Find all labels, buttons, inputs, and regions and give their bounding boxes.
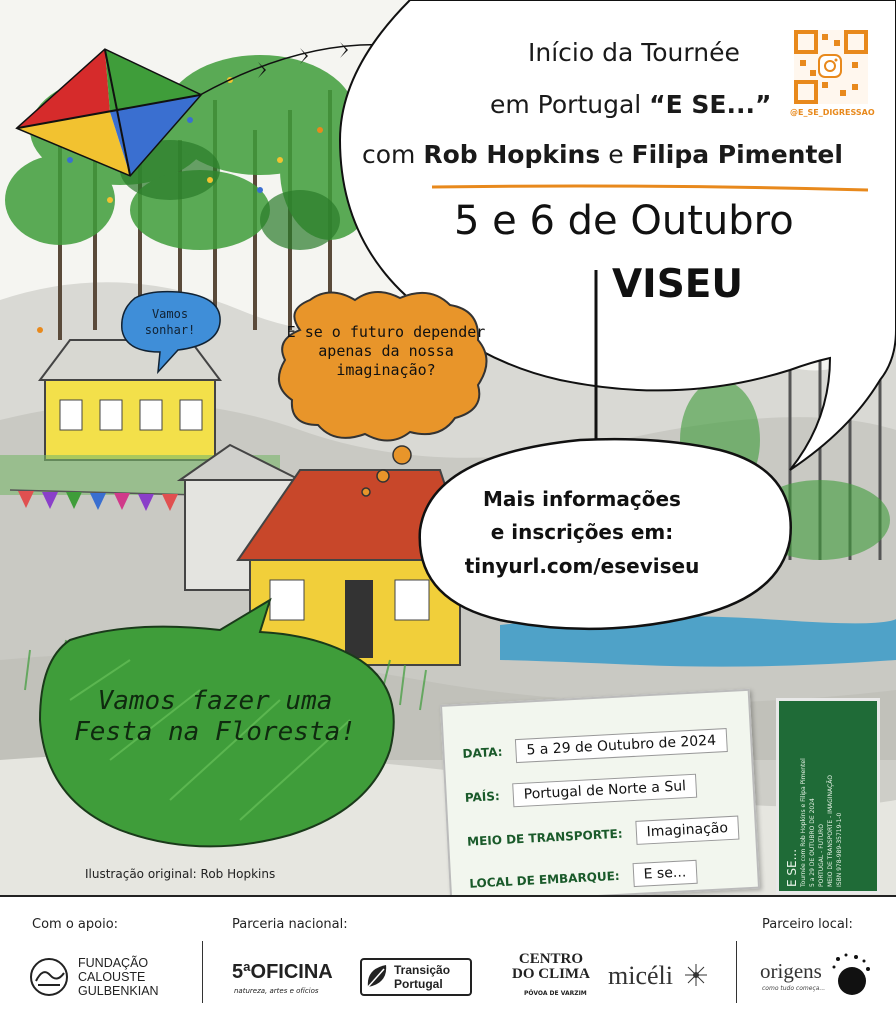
qr-code: [794, 30, 868, 104]
footer-divider: [736, 941, 737, 1003]
ticket-value: Portugal de Norte a Sul: [512, 774, 697, 808]
headline-line-2: [490, 90, 771, 119]
ticket-label: MEIO DE TRANSPORTE:: [466, 826, 623, 849]
dandelion-icon: [828, 951, 872, 999]
ticket-label: DATA:: [462, 744, 503, 761]
tour-title: “E SE...”: [649, 90, 772, 119]
speaker-2: Filipa Pimentel: [631, 140, 843, 169]
origens-logo: origens: [760, 959, 822, 983]
stub-line: MEIO DE TRANSPORTE - IMAGINAÇÃO: [827, 775, 834, 887]
footer-divider: [202, 941, 203, 1003]
stub-title: E SE...: [785, 848, 799, 887]
ticket-row-transport: [467, 816, 740, 854]
ticket-value: 5 a 29 de Outubro de 2024: [515, 728, 728, 763]
transicao-portugal-logo: [360, 958, 472, 996]
national-partner-label: Parceria nacional:: [232, 917, 348, 932]
headline-line-1: Início da Tournée: [528, 38, 740, 67]
event-city: VISEU: [612, 262, 744, 307]
stub-isbn: ISBN 978-989-35719-1-0: [836, 812, 843, 887]
centro-do-clima-sub: PÓVOA DE VARZIM: [524, 990, 587, 997]
support-label: Com o apoio:: [32, 917, 119, 932]
ticket-stub: [776, 698, 880, 894]
ticket-row-date: [462, 728, 728, 766]
headline-line-3-prefix: com: [362, 140, 424, 169]
stub-subtitle: Tournée com Rob Hopkins e Filipa Pimentel: [800, 758, 807, 887]
illustration-credit: Ilustração original: Rob Hopkins: [85, 867, 276, 881]
ticket-value: E se...: [632, 860, 698, 887]
stub-line: 5 a 29 DE OUTUBRO DE 2024: [809, 798, 816, 887]
info-line-1: Mais informações: [483, 487, 681, 511]
miceli-logo: micéli: [608, 961, 673, 990]
gulbenkian-line: CALOUSTE: [78, 970, 146, 984]
quinta-oficina-logo: 5ªOFICINA: [232, 961, 333, 983]
gulbenkian-logo: [78, 956, 159, 998]
headline-line-2-prefix: em Portugal: [490, 90, 650, 119]
ticket-label: LOCAL DE EMBARQUE:: [469, 868, 620, 891]
headline-line-3: [362, 140, 843, 169]
ticket-row-boarding: [469, 860, 698, 895]
transicao-line: Portugal: [394, 977, 443, 991]
event-dates: 5 e 6 de Outubro: [454, 198, 794, 244]
info-line-2: e inscrições em:: [490, 520, 674, 544]
gulbenkian-logo-icon: [28, 957, 70, 997]
mycelium-icon: [684, 963, 708, 987]
speaker-1: Rob Hopkins: [423, 140, 601, 169]
partners-footer: [0, 895, 896, 1024]
registration-link[interactable]: tinyurl.com/eseviseu: [464, 554, 700, 578]
origens-tagline: como tudo começa...: [762, 985, 826, 992]
dream-bubble-text: Vamos sonhar!: [144, 307, 196, 337]
gulbenkian-line: FUNDAÇÃO: [78, 956, 149, 970]
ticket-label: PAÍS:: [464, 789, 501, 805]
stub-line: PORTUGAL - FUTURO: [818, 824, 825, 887]
quinta-oficina-tagline: natureza, artes e ofícios: [234, 987, 319, 995]
festa-bubble-text: Vamos fazer uma Festa na Floresta!: [74, 686, 356, 747]
local-partner-label: Parceiro local:: [762, 917, 853, 932]
ticket-value: Imaginação: [635, 816, 740, 845]
instagram-handle[interactable]: @E_SE_DIGRESSAO: [790, 108, 875, 117]
gulbenkian-line: GULBENKIAN: [78, 984, 159, 998]
centro-line: DO CLIMA: [512, 966, 590, 982]
boarding-ticket: [440, 689, 760, 895]
centro-line: CENTRO: [518, 951, 584, 967]
centro-do-clima-logo: [512, 952, 590, 982]
ticket-row-country: [464, 774, 697, 810]
ticket-stub-text: [779, 701, 883, 895]
transicao-line: Transição: [394, 963, 451, 977]
headline-line-3-mid: e: [600, 140, 632, 169]
future-thought-text: E se o futuro depender apenas da nossa imaginação?: [286, 323, 486, 379]
